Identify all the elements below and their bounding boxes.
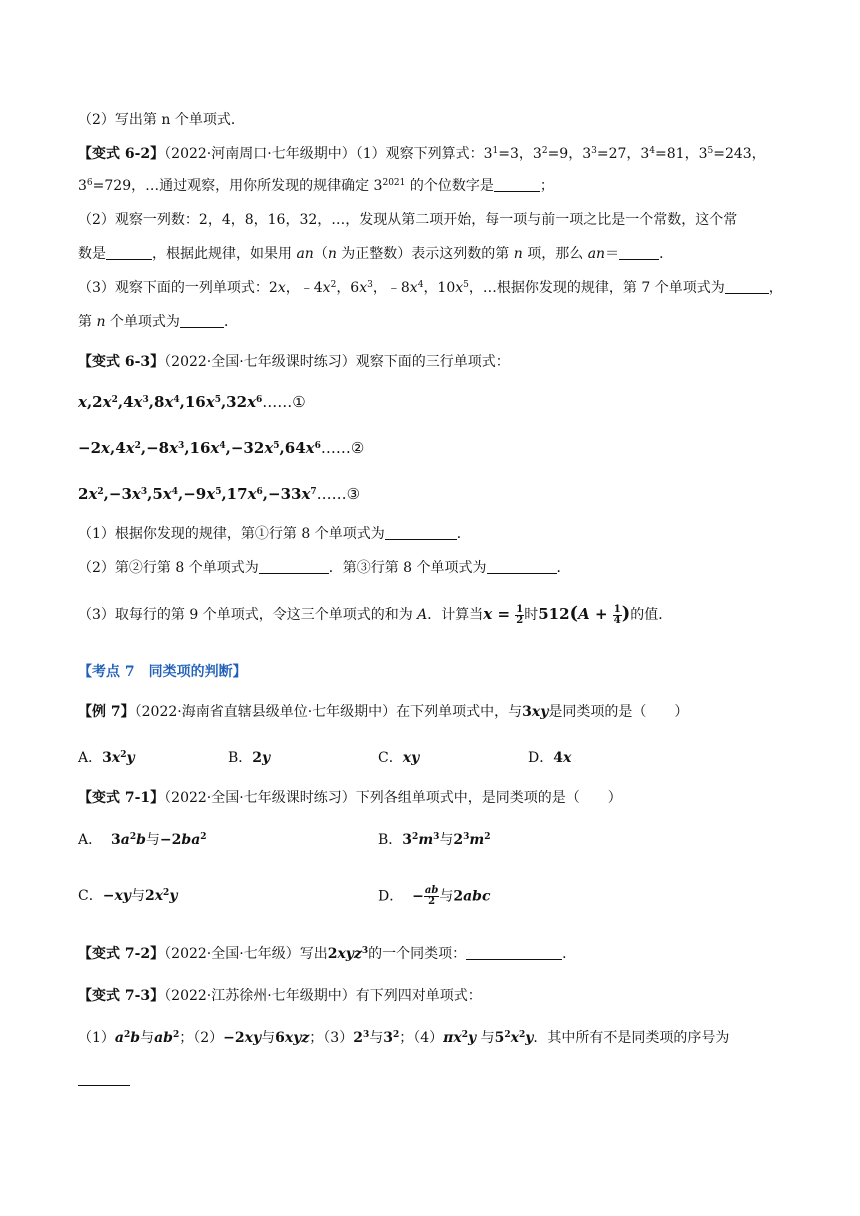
variant-6-2-line5: （3）观察下面的一列单项式：2x，$﹣4x^2$，$6x^3$，$﹣8x^4$，$10x^5$，…根据你发现的规律，第 7 个单项式为 ， — [78, 280, 783, 296]
math-n: n — [327, 246, 337, 262]
text: ＝ — [605, 246, 620, 262]
variant-6-3-header — [78, 352, 510, 372]
text: 是同类项的是（ ） — [548, 704, 689, 720]
answer-blank[interactable] — [619, 245, 659, 260]
text: 的值． — [630, 607, 673, 623]
text: ．第③行第 8 个单项式为 — [328, 560, 487, 576]
math-n: n — [513, 246, 523, 262]
math-n: n — [96, 314, 106, 330]
variant-6-2-line4 — [78, 244, 673, 264]
option-d[interactable]: D．4x — [528, 750, 572, 766]
variant-6-3-q3: （3）取每行的第 9 个单项式，令这三个单项式的和为 A．计算当x = $\frac{1}{2}$ 时512(A + $\frac{1}{4}$ )的值． — [78, 603, 673, 626]
answer-blank[interactable] — [259, 559, 329, 574]
text: （1）根据你发现的规律，第①行第 8 个单项式为 — [78, 526, 385, 542]
variant-6-2-line1: 【变式 6-2】（2022·河南周口·七年级期中）（1）观察下列算式：$3^1=3$，$3^2=9$，$3^3=27$，$3^4=81$，$3^5=243$， — [78, 146, 766, 162]
text: 项，那么 — [522, 246, 588, 262]
text: ． — [556, 560, 571, 576]
variant-6-2-line3: （2）观察一列数：2，4，8，16，32，…，发现从第二项开始，每一项与前一项之比是一个常数，这个常 — [78, 212, 738, 228]
text: ．计算当 — [427, 607, 484, 623]
option-b[interactable]: B．2y — [228, 750, 271, 766]
row-marker: ……① — [262, 393, 306, 411]
variant-tag: 【变式 7-2】 — [78, 946, 165, 962]
text: （2022·海南省直辖县级单位·七年级期中）在下列单项式中，与 — [134, 704, 523, 720]
text: ． — [562, 946, 577, 962]
answer-blank[interactable] — [180, 313, 224, 328]
option-c[interactable]: C．xy — [378, 750, 420, 766]
variant-7-1-stem — [78, 788, 622, 808]
exponent: 2021 — [382, 178, 406, 188]
text: （1）观察下列算式： — [355, 146, 484, 162]
text: （3）取每行的第 9 个单项式，令这三个单项式的和为 — [78, 607, 418, 623]
source: （2022·河南周口·七年级期中） — [164, 146, 356, 162]
example-tag: 【例 7】 — [78, 704, 135, 720]
text: （2）第②行第 8 个单项式为 — [78, 560, 259, 576]
math-an: an — [587, 246, 606, 262]
fraction-one-half: $\frac{1}{2}$ — [516, 603, 524, 626]
text: …通过观察，用你所发现的规律确定 3 — [145, 178, 383, 194]
answer-blank[interactable] — [487, 559, 557, 574]
text: （2022·江苏徐州·七年级期中）有下列四对单项式： — [164, 988, 482, 1004]
text: （2022·全国·七年级）写出 — [164, 946, 328, 962]
text: ． — [223, 314, 238, 330]
monomial-row-2: $-2x,4x^2,-8x^3,16x^4,-32x^5,64x^6\dots\dots ②$ — [78, 439, 365, 457]
q6-1-part2: （2）写出第 n 个单项式． — [78, 112, 245, 128]
text: 的个位数字是 — [405, 178, 494, 194]
section-heading-7: 【考点 7 同类项的判断】 — [78, 664, 247, 680]
variant-tag: 【变式 7-3】 — [78, 988, 165, 1004]
answer-blank[interactable] — [725, 279, 769, 294]
variant-6-3-q1 — [78, 524, 471, 544]
text: ； — [539, 178, 554, 194]
variant-7-3-pairs: $(1)a^2b$与$ab^2$；（2）−2xy与6xyz；$(3)2^3$与$3^2$；$(4)\pi x^2y$ 与$5^2x^2y$．其中所有不是同类项的序号为 — [78, 1030, 730, 1046]
option-c[interactable]: C．−xy与$2x^2y$ — [78, 888, 178, 904]
text: 第 — [78, 314, 97, 330]
variant-6-3-q2 — [78, 558, 571, 578]
row-marker: ……③ — [316, 485, 361, 503]
fraction-ab-over-2: $\frac{ab}{2}$ — [424, 885, 439, 907]
variant-7-3-answer — [78, 1070, 130, 1090]
variant-6-2-line2: $3^6=729$，…通过观察，用你所发现的规律确定 $3^{2021}$ 的个位数字是 ； — [78, 178, 554, 194]
source: （2022·全国·七年级课时练习）观察下面的三行单项式： — [164, 354, 510, 370]
text: （2022·全国·七年级课时练习）下列各组单项式中，是同类项的是（ ） — [164, 790, 622, 806]
answer-blank[interactable] — [106, 245, 152, 260]
math-A: A — [417, 607, 428, 623]
variant-7-3-stem — [78, 986, 482, 1006]
text: 为正整数）表示这列数的第 — [336, 246, 514, 262]
text: 个单项式为 — [105, 314, 180, 330]
variant-tag: 【变式 6-2】 — [78, 146, 165, 162]
text: 数是 — [78, 246, 106, 262]
option-b[interactable]: B．$3^2m^3$与$2^3m^2$ — [378, 832, 491, 848]
fraction-one-quarter: $\frac{1}{4}$ — [613, 603, 621, 626]
math-an: an — [296, 246, 314, 262]
monomial-row-3: $2x^2,-3x^3,5x^4,-9x^5,17x^6,-33x^7\dots\dots ③$ — [78, 485, 361, 503]
answer-blank[interactable] — [78, 1071, 130, 1086]
monomial-row-1: $x,2x^2,4x^3,8x^4,16x^5,32x^6\dots\dots ①$ — [78, 393, 306, 411]
answer-blank[interactable] — [385, 525, 457, 540]
text: 时 — [524, 607, 539, 623]
row-marker: ……② — [320, 439, 365, 457]
text: ． — [456, 526, 471, 542]
variant-tag: 【变式 6-3】 — [78, 354, 165, 370]
text: …根据你发现的规律，第 7 个单项式为 — [482, 280, 725, 296]
variant-tag: 【变式 7-1】 — [78, 790, 165, 806]
text: ，根据此规律，如果用 — [152, 246, 297, 262]
option-a[interactable]: A．$3x^2y$ — [78, 750, 135, 766]
variant-7-2: 【变式 7-2】（2022·全国·七年级）写出2xyz$^3$的一个同类项： ． — [78, 946, 577, 962]
text: ． — [659, 246, 674, 262]
text: ， — [768, 280, 783, 296]
answer-blank[interactable] — [466, 945, 562, 960]
option-d[interactable]: D． − $\frac{ab}{2}$ 与2abc — [378, 885, 491, 907]
option-a[interactable]: A． $3a^2b$与$-2ba^2$ — [78, 832, 207, 848]
example-7-stem: 【例 7】（2022·海南省直辖县级单位·七年级期中）在下列单项式中，与3xy是同类项的是（ ） — [78, 704, 689, 720]
answer-blank[interactable] — [494, 177, 540, 192]
text: 的一个同类项： — [368, 946, 467, 962]
text: （ — [313, 246, 328, 262]
variant-6-2-line6 — [78, 312, 238, 332]
text: （3）观察下面的一列单项式： — [78, 280, 269, 296]
